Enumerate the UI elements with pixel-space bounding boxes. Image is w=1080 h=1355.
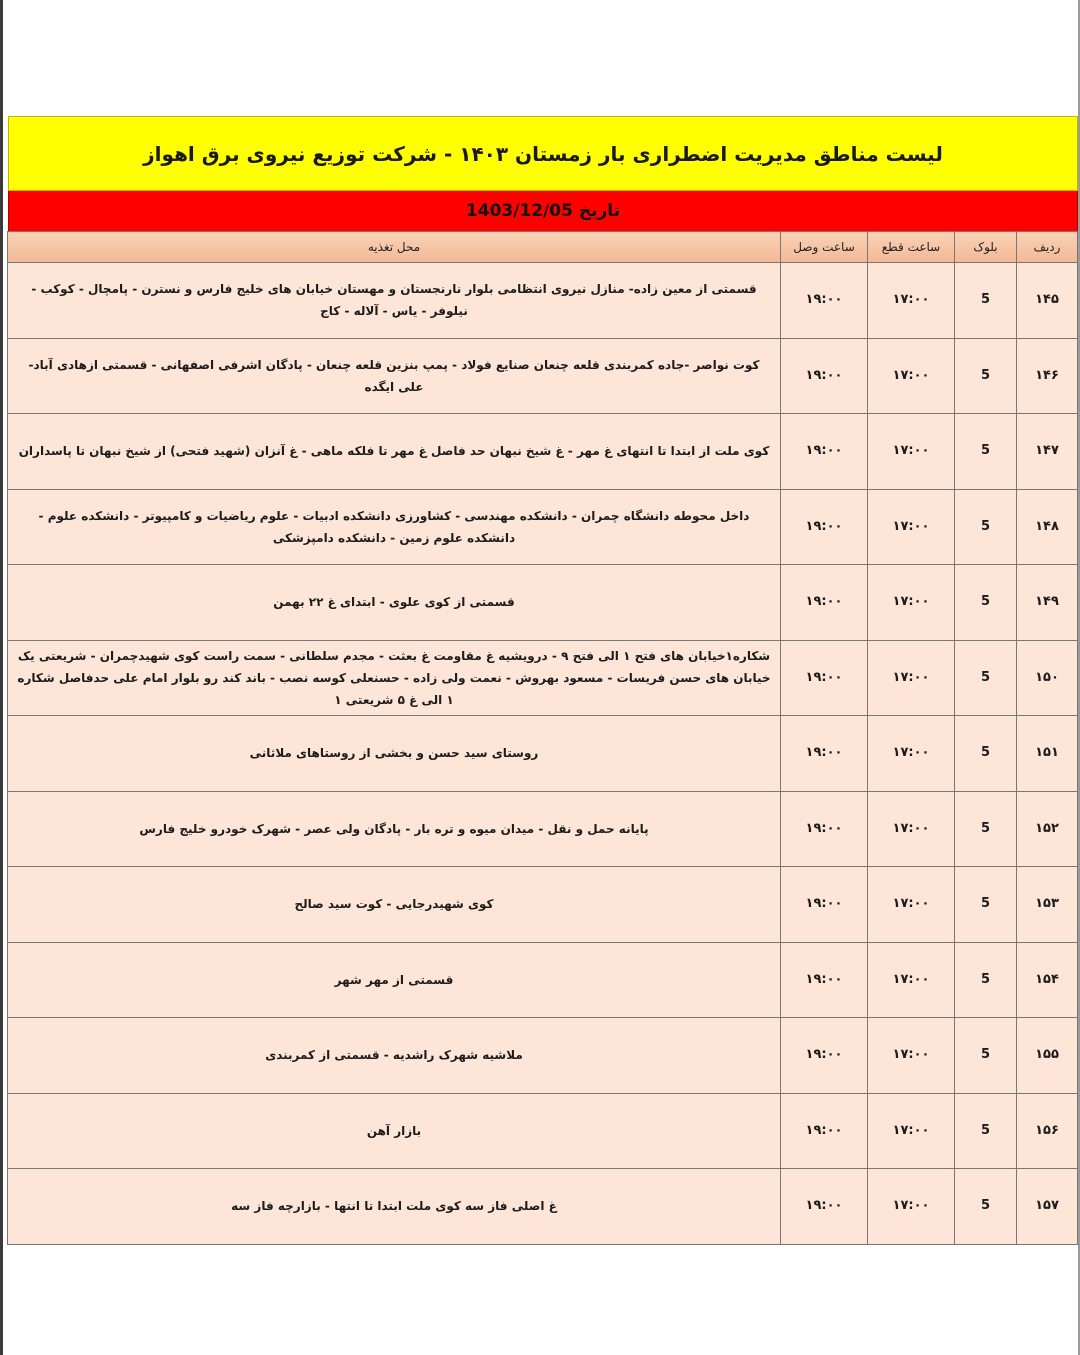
connect-time-cell: ۱۹:۰۰ xyxy=(781,640,868,716)
connect-time-cell: ۱۹:۰۰ xyxy=(781,565,868,641)
block-cell: 5 xyxy=(955,640,1017,716)
cut-time-cell: ۱۷:۰۰ xyxy=(868,263,955,339)
block-cell: 5 xyxy=(955,942,1017,1018)
cut-time-cell: ۱۷:۰۰ xyxy=(868,565,955,641)
table-row xyxy=(8,414,1078,490)
location-cell: شکاره۱خیابان های فتح ۱ الی فتح ۹ - درویشیه غ مقاومت غ بعثت - مجدم سلطانی - سمت راست کوی شهیدچمران - شریعتی یک خیابان های حسن فریسات - مسعود بهروش - نعمت ولی زاده - حسنعلی کوسه نصب - باند کند رو بلوار امام علی حدفاصل شکاره ۱ الی غ ۵ شریعتی ۱ xyxy=(8,640,781,716)
row-number-cell: ۱۴۷ xyxy=(1017,414,1078,490)
table-row xyxy=(8,565,1078,641)
block-cell: 5 xyxy=(955,716,1017,792)
block-cell: 5 xyxy=(955,414,1017,490)
connect-time-cell: ۱۹:۰۰ xyxy=(781,1093,868,1169)
table-row xyxy=(8,1093,1078,1169)
cut-time-cell: ۱۷:۰۰ xyxy=(868,867,955,943)
outage-schedule-sheet xyxy=(8,116,1078,1245)
connect-time-cell: ۱۹:۰۰ xyxy=(781,716,868,792)
location-cell: داخل محوطه دانشگاه چمران - دانشکده مهندسی - کشاورزی دانشکده ادبیات - علوم ریاضیات و کامپیوتر - دانشکده علوم - دانشکده علوم زمین - دانشکده دامپزشکی xyxy=(8,489,781,565)
connect-time-cell: ۱۹:۰۰ xyxy=(781,489,868,565)
block-cell: 5 xyxy=(955,338,1017,414)
cut-time-cell: ۱۷:۰۰ xyxy=(868,489,955,565)
block-cell: 5 xyxy=(955,263,1017,339)
connect-time-cell: ۱۹:۰۰ xyxy=(781,1169,868,1245)
table-body xyxy=(8,263,1078,1245)
block-cell: 5 xyxy=(955,1093,1017,1169)
location-cell: قسمتی از کوی علوی - ابتدای غ ۲۲ بهمن xyxy=(8,565,781,641)
location-cell: پایانه حمل و نقل - میدان میوه و تره بار - پادگان ولی عصر - شهرک خودرو خلیج فارس xyxy=(8,791,781,867)
row-number-cell: ۱۵۷ xyxy=(1017,1169,1078,1245)
header-block: بلوک xyxy=(955,232,1017,263)
row-number-cell: ۱۴۵ xyxy=(1017,263,1078,339)
table-row xyxy=(8,716,1078,792)
location-cell: قسمتی از معین زاده- منازل نیروی انتظامی بلوار نارنجستان و مهستان خیابان های خلیج فارس و نسترن - پامچال - کوکب - نیلوفر - یاس - آلاله - کاج xyxy=(8,263,781,339)
cut-time-cell: ۱۷:۰۰ xyxy=(868,942,955,1018)
cut-time-cell: ۱۷:۰۰ xyxy=(868,1018,955,1094)
connect-time-cell: ۱۹:۰۰ xyxy=(781,338,868,414)
block-cell: 5 xyxy=(955,565,1017,641)
header-location: محل تغذیه xyxy=(8,232,781,263)
block-cell: 5 xyxy=(955,867,1017,943)
table-row xyxy=(8,640,1078,716)
left-frame-edge xyxy=(0,0,3,1355)
cut-time-cell: ۱۷:۰۰ xyxy=(868,1093,955,1169)
table-row xyxy=(8,1018,1078,1094)
block-cell: 5 xyxy=(955,489,1017,565)
connect-time-cell: ۱۹:۰۰ xyxy=(781,867,868,943)
row-number-cell: ۱۵۴ xyxy=(1017,942,1078,1018)
table-row xyxy=(8,263,1078,339)
cut-time-cell: ۱۷:۰۰ xyxy=(868,338,955,414)
connect-time-cell: ۱۹:۰۰ xyxy=(781,791,868,867)
connect-time-cell: ۱۹:۰۰ xyxy=(781,1018,868,1094)
header-connect-time: ساعت وصل xyxy=(781,232,868,263)
header-row-number: ردیف xyxy=(1017,232,1078,263)
connect-time-cell: ۱۹:۰۰ xyxy=(781,942,868,1018)
location-cell: قسمتی از مهر شهر xyxy=(8,942,781,1018)
table-header-row xyxy=(8,232,1078,263)
cut-time-cell: ۱۷:۰۰ xyxy=(868,791,955,867)
row-number-cell: ۱۵۵ xyxy=(1017,1018,1078,1094)
table-row xyxy=(8,867,1078,943)
table-row xyxy=(8,338,1078,414)
location-cell: کوی شهیدرجایی - کوت سید صالح xyxy=(8,867,781,943)
table-row xyxy=(8,489,1078,565)
location-cell: کوت نواصر -جاده کمربندی قلعه چنعان صنایع فولاد - پمپ بنزین قلعه چنعان - پادگان اشرفی اصفهانی - قسمتی ازهادی آباد- علی ایگده xyxy=(8,338,781,414)
row-number-cell: ۱۵۱ xyxy=(1017,716,1078,792)
row-number-cell: ۱۴۸ xyxy=(1017,489,1078,565)
row-number-cell: ۱۴۹ xyxy=(1017,565,1078,641)
block-cell: 5 xyxy=(955,1169,1017,1245)
row-number-cell: ۱۵۶ xyxy=(1017,1093,1078,1169)
location-cell: روستای سید حسن و بخشی از روستاهای ملاثانی xyxy=(8,716,781,792)
date-label: تاریخ 1403/12/05 xyxy=(8,191,1078,231)
table-row xyxy=(8,791,1078,867)
location-cell: کوی ملت از ابتدا تا انتهای غ مهر - غ شیخ نبهان حد فاصل غ مهر تا فلکه ماهی - غ آنزان (شهید فتحی) از شیخ نبهان تا پاسداران xyxy=(8,414,781,490)
location-cell: بازار آهن xyxy=(8,1093,781,1169)
row-number-cell: ۱۵۳ xyxy=(1017,867,1078,943)
row-number-cell: ۱۵۰ xyxy=(1017,640,1078,716)
header-cut-time: ساعت قطع xyxy=(868,232,955,263)
location-cell: غ اصلی فاز سه کوی ملت ابتدا تا انتها - بازارچه فاز سه xyxy=(8,1169,781,1245)
cut-time-cell: ۱۷:۰۰ xyxy=(868,716,955,792)
connect-time-cell: ۱۹:۰۰ xyxy=(781,263,868,339)
cut-time-cell: ۱۷:۰۰ xyxy=(868,414,955,490)
table-row xyxy=(8,1169,1078,1245)
cut-time-cell: ۱۷:۰۰ xyxy=(868,1169,955,1245)
table-row xyxy=(8,942,1078,1018)
cut-time-cell: ۱۷:۰۰ xyxy=(868,640,955,716)
connect-time-cell: ۱۹:۰۰ xyxy=(781,414,868,490)
block-cell: 5 xyxy=(955,1018,1017,1094)
outage-table xyxy=(7,231,1078,1245)
location-cell: ملاشیه شهرک راشدیه - قسمتی از کمربندی xyxy=(8,1018,781,1094)
row-number-cell: ۱۴۶ xyxy=(1017,338,1078,414)
row-number-cell: ۱۵۲ xyxy=(1017,791,1078,867)
block-cell: 5 xyxy=(955,791,1017,867)
page-title: لیست مناطق مدیریت اضطراری بار زمستان ۱۴۰۳ - شرکت توزیع نیروی برق اهواز xyxy=(8,116,1078,191)
